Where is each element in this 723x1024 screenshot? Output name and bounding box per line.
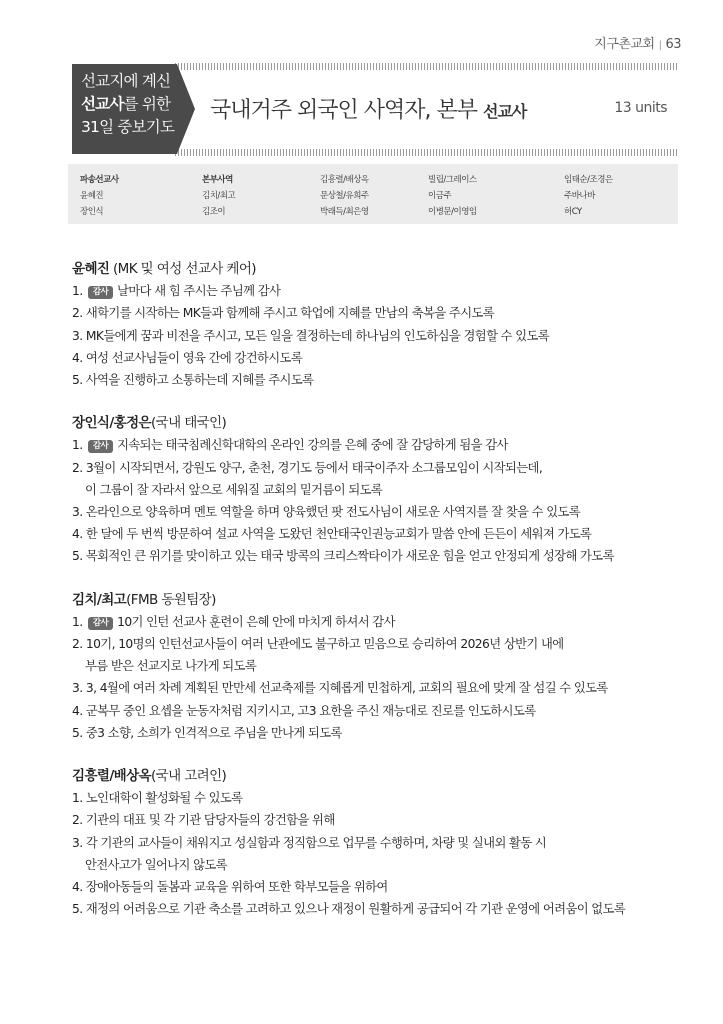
roster-column (428, 172, 564, 224)
roster-name: 허CY (564, 207, 582, 217)
thanks-tag: 감사 (88, 440, 113, 453)
item-text: 10기 인턴 선교사 훈련이 은혜 안에 마치게 하셔서 감사 (117, 614, 395, 629)
item-number: 3. (72, 835, 83, 850)
banner-rest: 를 위한 (123, 95, 171, 113)
item-text: 한 달에 두 번씩 방문하여 설교 사역을 도왔던 천안태국인권능교회가 말씀 안에 든든이 세워져 가도록 (85, 527, 592, 542)
prayer-item (72, 457, 692, 479)
banner-arrow (177, 64, 195, 154)
header-separator: | (658, 40, 662, 51)
item-text: MK들에게 꿈과 비전을 주시고, 모든 일을 결정하는데 하나님의 인도하심을 경험할 수 있도록 (85, 328, 550, 343)
item-number: 2. (72, 813, 83, 828)
ministry-role: (FMB 동원팀장) (126, 591, 216, 608)
roster-name: 장인식 (80, 207, 104, 217)
roster-column (202, 172, 320, 224)
item-number: 4. (72, 350, 83, 365)
item-text: 군복무 중인 요셉을 눈동자처럼 지키시고, 고3 요한을 주신 재능대로 진로를 인도하시도록 (85, 703, 536, 718)
prayer-item (72, 369, 692, 391)
ministry-role: (국내 고려인) (150, 768, 227, 785)
prayer-item (72, 677, 692, 699)
section-heading (72, 589, 692, 611)
prayer-item (72, 302, 692, 324)
item-text: 여성 선교사님들이 영육 간에 강건하시도록 (85, 350, 303, 365)
section-heading (72, 258, 692, 280)
prayer-item (72, 347, 692, 369)
item-text: 중3 소향, 소희가 인격적으로 주님을 만나게 되도록 (85, 725, 342, 740)
item-text: 각 기관의 교사들이 채워지고 성실함과 정직함으로 업무를 수행하며, 차량 및 실내외 활동 시 (85, 835, 547, 850)
page-title (210, 93, 526, 124)
item-number: 5. (72, 725, 83, 740)
missionary-name: 장인식/홍정은 (72, 415, 151, 432)
item-text: 장애아동들의 돌봄과 교육을 위하여 또한 학부모들을 위하여 (85, 880, 388, 895)
church-name: 지구촌교회 (594, 37, 655, 52)
item-text: 목회적인 큰 위기를 맞이하고 있는 태국 방콕의 크리스짝타이가 새로운 힘을 얻고 안정되게 성장해 가도록 (85, 549, 614, 564)
missionary-name: 윤혜진 (72, 261, 110, 277)
prayer-item (72, 700, 692, 722)
section-heading (72, 412, 692, 434)
item-text: 3, 4월에 여러 차례 계획된 만만세 선교축제를 지혜롭게 민첩하게, 교회의 필요에 맞게 잘 섬길 수 있도록 (85, 681, 608, 696)
title-suffix: 선교사 (483, 102, 527, 121)
roster-name: 빌립/그레이스 (428, 175, 477, 185)
prayer-section (72, 765, 692, 920)
item-text: 온라인으로 양육하며 멘토 역할을 하며 양육했던 팟 전도사님이 새로운 사역지를 잘 찾을 수 있도록 (85, 505, 581, 520)
roster-name: 주바나바 (564, 191, 595, 201)
roster-name: 파송선교사 (80, 175, 119, 185)
thanks-tag: 감사 (88, 286, 113, 299)
roster-name: 박래득/최은영 (320, 207, 369, 217)
item-text: 사역을 진행하고 소통하는데 지혜를 주시도록 (85, 373, 314, 388)
prayer-item (72, 876, 692, 898)
missionary-roster (68, 164, 678, 224)
banner-line-3: 31일 중보기도 (81, 118, 175, 136)
thanks-tag: 감사 (88, 617, 113, 630)
page-number: 63 (665, 37, 681, 52)
prayer-content (72, 258, 692, 941)
item-text: 3월이 시작되면서, 강원도 양구, 춘천, 경기도 등에서 태국이주자 소그룹모임이 시작되는데, (85, 460, 543, 475)
prayer-item (72, 611, 692, 633)
roster-column (564, 172, 674, 224)
banner-line-1: 선교지에 계신 (81, 72, 171, 90)
prayer-section (72, 589, 692, 744)
roster-name: 문상철/유희주 (320, 191, 369, 201)
prayer-item-continued: 부름 받은 선교지로 나가게 되도록 (85, 659, 257, 674)
item-number: 1. (72, 614, 83, 629)
roster-name: 이금주 (428, 191, 452, 201)
item-number: 3. (72, 328, 83, 343)
ministry-role: (국내 태국인) (150, 415, 227, 432)
series-banner (72, 64, 177, 154)
item-number: 4. (72, 880, 83, 895)
roster-name: 김흥렬/배상옥 (320, 175, 369, 185)
prayer-item (72, 545, 692, 567)
banner-bold: 선교사 (81, 95, 124, 113)
item-text: 새학기를 시작하는 MK들과 함께해 주시고 학업에 지혜를 만남의 축복을 주시도록 (85, 306, 495, 321)
running-header (594, 33, 681, 52)
item-number: 2. (72, 637, 83, 652)
prayer-section (72, 412, 692, 567)
item-number: 1. (72, 438, 83, 453)
banner-line-2 (81, 93, 177, 116)
item-text: 10기, 10명의 인턴선교사들이 여러 난관에도 불구하고 믿음으로 승리하여 2026년 상반기 내에 (85, 637, 564, 652)
prayer-item (72, 633, 692, 655)
roster-name: 본부사역 (202, 175, 233, 185)
item-number: 4. (72, 703, 83, 718)
roster-name: 임태순/조경은 (564, 175, 613, 185)
item-number: 2. (72, 306, 83, 321)
roster-column (320, 172, 428, 224)
prayer-item (72, 787, 692, 809)
item-text: 지속되는 태국침례신학대학의 온라인 강의를 은혜 중에 잘 감당하게 됨을 감사 (117, 438, 508, 453)
prayer-item (72, 434, 692, 456)
item-number: 5. (72, 902, 83, 917)
item-number: 5. (72, 373, 83, 388)
item-number: 5. (72, 549, 83, 564)
prayer-item (72, 832, 692, 854)
missionary-name: 김치/최고 (72, 591, 127, 608)
item-number: 2. (72, 460, 83, 475)
roster-name: 이병문/이영임 (428, 207, 477, 217)
ministry-role: (MK 및 여성 선교사 케어) (109, 261, 256, 277)
prayer-item-continued: 안전사고가 일어나지 않도록 (85, 857, 227, 872)
prayer-item (72, 501, 692, 523)
units-count: 13 units (614, 100, 667, 116)
dashed-rule-bottom (175, 149, 679, 156)
prayer-item (72, 523, 692, 545)
prayer-item (72, 280, 692, 302)
prayer-item (72, 898, 692, 920)
item-text: 날마다 새 힘 주시는 주님께 감사 (117, 284, 281, 299)
prayer-item (72, 809, 692, 831)
missionary-name: 김흥렬/배상옥 (72, 768, 151, 785)
prayer-item (72, 722, 692, 744)
item-text: 기관의 대표 및 각 기관 담당자들의 강건함을 위해 (85, 813, 335, 828)
item-number: 3. (72, 505, 83, 520)
item-text: 노인대학이 활성화될 수 있도록 (85, 791, 243, 806)
prayer-section (72, 258, 692, 391)
prayer-item (72, 325, 692, 347)
title-main: 국내거주 외국인 사역자, 본부 (210, 98, 477, 123)
section-heading (72, 765, 692, 787)
item-text: 재정의 어려움으로 기관 축소를 고려하고 있으나 재정이 원활하게 공급되어 각 기관 운영에 어려움이 없도록 (85, 902, 626, 917)
roster-name: 김치/최고 (202, 191, 236, 201)
roster-name: 김조이 (202, 207, 226, 217)
item-number: 3. (72, 681, 83, 696)
prayer-item-continued: 이 그룹이 잘 자라서 앞으로 세워질 교회의 밑거름이 되도록 (85, 482, 383, 497)
roster-column (80, 172, 202, 224)
item-number: 4. (72, 527, 83, 542)
roster-name: 윤혜진 (80, 191, 104, 201)
item-number: 1. (72, 791, 83, 806)
item-number: 1. (72, 284, 83, 299)
dashed-rule-top (175, 63, 679, 70)
